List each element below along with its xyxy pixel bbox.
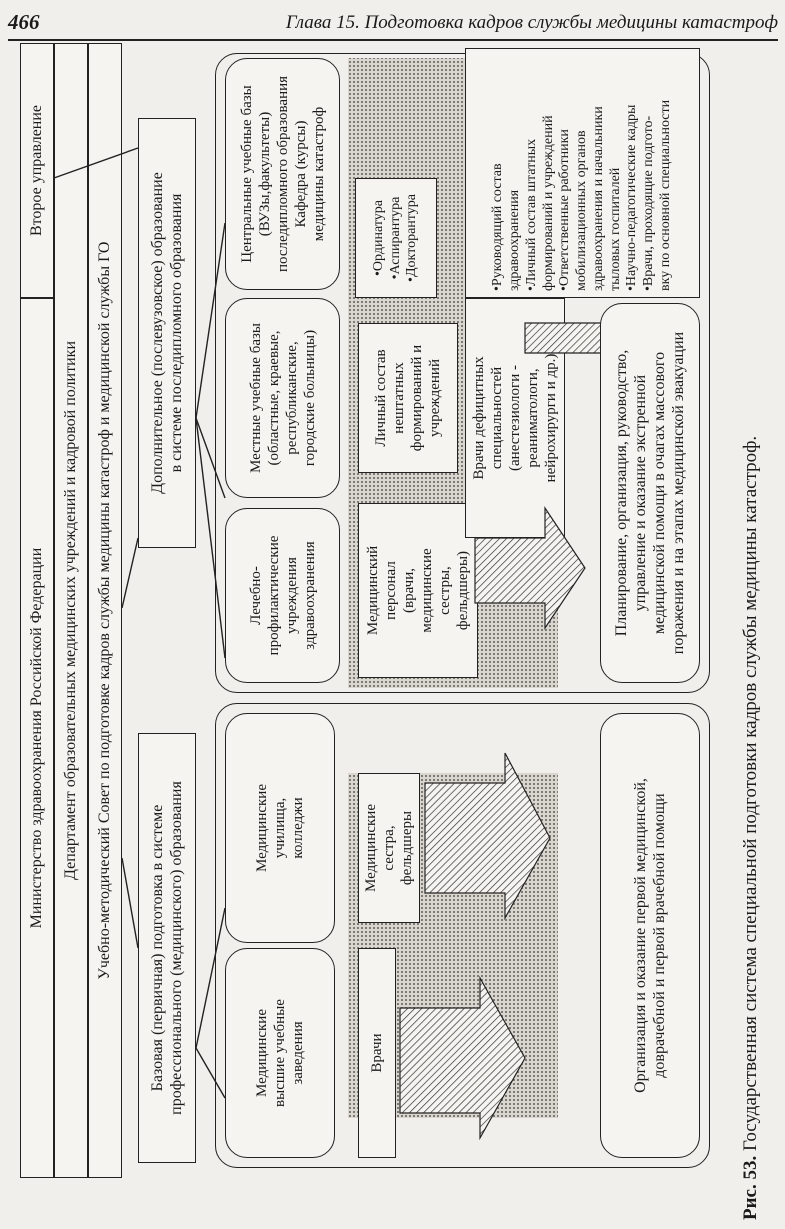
department-box: Департамент образовательных медицинских учреждений и кадровой политики xyxy=(54,43,88,1178)
outcome-box-basic: Организация и оказание первой медицинской, доврачебной и первой врачебной помощи xyxy=(600,713,700,1158)
page-number: 466 xyxy=(8,10,40,34)
trainee-box-medical-staff: Медицинский персонал (врачи, медицинские сестры, фельдшеры) xyxy=(358,503,478,678)
trainee-box-deficit-specialists: Врачи дефицитных специальностей (анестезиологи - реаниматологи, нейрохирурги и др.) xyxy=(465,298,565,538)
institution-box-local-bases: Местные учебные базы (областные, краевые, республиканские, городские больницы) xyxy=(225,298,340,498)
flow-arrow-medical-staff xyxy=(475,508,585,628)
trainee-box-doctors: Врачи xyxy=(358,948,396,1158)
ministry-box: Министерство здравоохранения Российской Федерации xyxy=(20,298,54,1178)
flow-arrow-doctors xyxy=(400,978,525,1138)
council-box: Учебно-методический Совет по подготовке кадров службы медицины катастроф и медицинской службы ГО xyxy=(88,43,122,1178)
caption-label: Рис. 53. xyxy=(740,1155,761,1220)
flow-arrow-nurses xyxy=(425,753,550,918)
basic-education-box: Базовая (первичная) подготовка в системе профессионального (медицинского) образования xyxy=(138,733,196,1163)
page-header xyxy=(8,8,778,44)
institution-box-central-bases: Центральные учебные базы (ВУЗы,факультеты) последипломного образования Кафедра (курсы) медицины катастроф xyxy=(225,58,340,290)
outcome-box-additional: Планирование, организация, руководство, управление и оказание экстренной медицинской помощи в очагах массового поражения и на этапах медицинской эвакуации xyxy=(600,303,700,683)
trainee-box-nurses: Медицинские сестра, фельдшеры xyxy=(358,773,420,923)
second-directorate-box: Второе управление xyxy=(20,43,54,298)
caption-text: Государственная система специальной подготовки кадров службы медицины катастроф. xyxy=(740,435,761,1156)
figure-caption xyxy=(740,90,762,1220)
trainee-box-non-staff: Личный состав нештатных формирований и учреждений xyxy=(358,323,458,473)
postgraduate-box: •Ординатура •Аспирантура •Докторантура xyxy=(355,178,437,298)
institution-box-colleges: Медицинские училища, колледжи xyxy=(225,713,335,943)
institution-box-clinics: Лечебно- профилактические учреждения здравоохранения xyxy=(225,508,340,683)
additional-education-box: Дополнительное (послевузовское) образование в системе последипломного образования xyxy=(138,118,196,548)
header-rule xyxy=(8,39,778,41)
running-title: Глава 15. Подготовка кадров службы медицины катастроф xyxy=(285,12,778,33)
institution-box-higher-schools: Медицинские высшие учебные заведения xyxy=(225,948,335,1158)
target-groups-box: •Руководящий состав здравоохранения •Личный состав штатных формирований и учреждений •Ответственные работники мобилизационных органов здравоохранения и начальники тыловых госпиталей •Научно-педагогические кадры •Врачи, проходящие подгото- вку по основной специальности xyxy=(465,48,700,298)
figure-diagram xyxy=(20,43,745,1178)
